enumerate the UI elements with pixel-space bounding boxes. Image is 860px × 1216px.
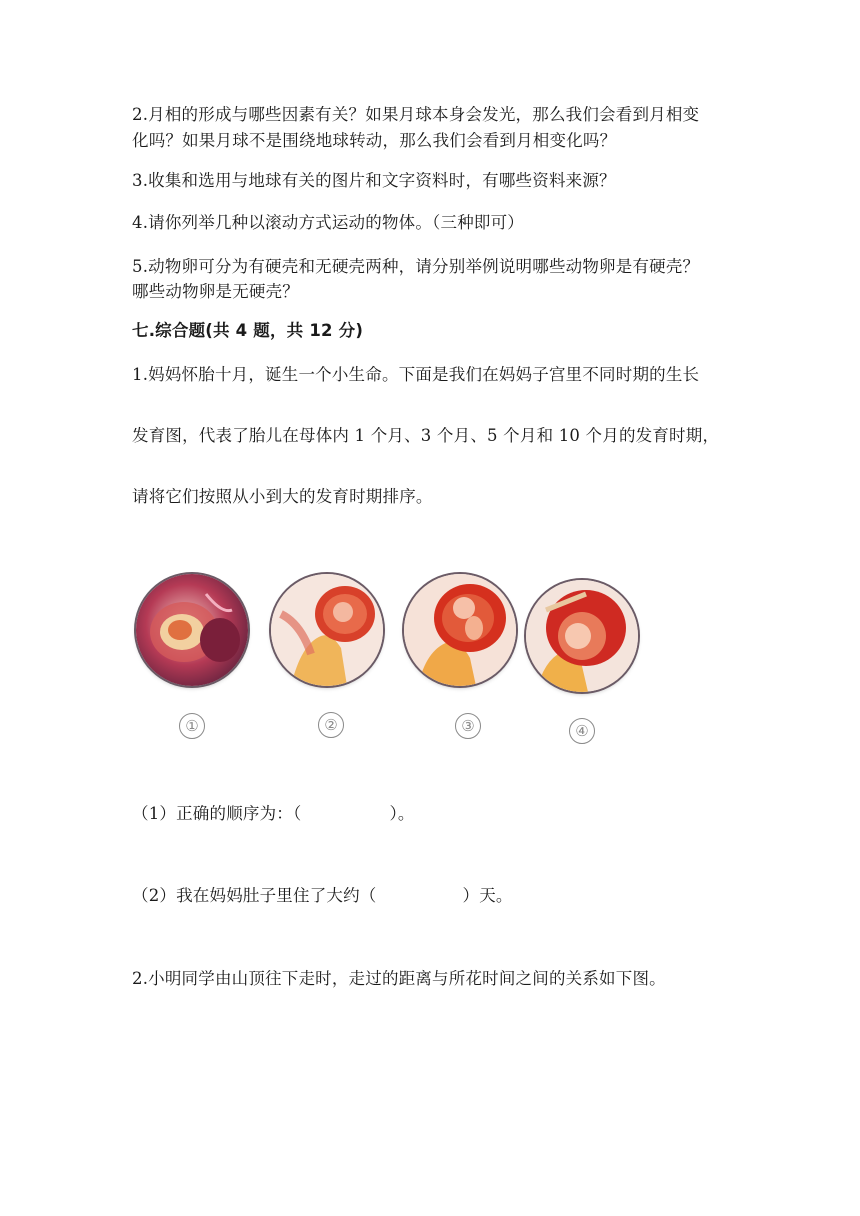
fetus-5-month-image (404, 574, 516, 686)
section-7-heading: 七.综合题(共 4 题，共 12 分) (132, 321, 364, 340)
label-4-icon: ④ (569, 718, 595, 744)
fetus-10-month-image (526, 580, 638, 692)
fetus-1-month-image (136, 574, 248, 686)
fetus-3-month-image (271, 574, 383, 686)
question-6-4: 4.请你列举几种以滚动方式运动的物体。（三种即可） (132, 213, 524, 232)
question-7-1-line2: 发育图，代表了胎儿在母体内 1 个月、3 个月、5 个月和 10 个月的发育时期， (132, 426, 720, 445)
question-6-3: 3.收集和选用与地球有关的图片和文字资料时，有哪些资料来源？ (132, 171, 616, 190)
sub-question-7-1-1-suffix: ）。 (389, 804, 415, 823)
fetal-development-figure (130, 572, 650, 752)
sub-question-7-1-1 (132, 803, 415, 825)
sub-question-7-1-2-suffix: ）天。 (462, 886, 513, 905)
question-6-2-line1: 2.月相的形成与哪些因素有关？如果月球本身会发光，那么我们会看到月相变 (132, 105, 700, 124)
question-6-5-line2: 哪些动物卵是无硬壳？ (132, 282, 299, 301)
label-2-icon: ② (318, 712, 344, 738)
question-7-1-line3: 请将它们按照从小到大的发育时期排序。 (132, 487, 433, 506)
sub-question-7-1-2-prefix: （2）我在妈妈肚子里住了大约（ (132, 886, 377, 905)
label-1-icon: ① (179, 713, 205, 739)
question-7-1-line1: 1.妈妈怀胎十月，诞生一个小生命。下面是我们在妈妈子宫里不同时期的生长 (132, 365, 700, 384)
question-7-2: 2.小明同学由山顶往下走时，走过的距离与所花时间之间的关系如下图。 (132, 969, 666, 988)
question-6-5-line1: 5.动物卵可分为有硬壳和无硬壳两种，请分别举例说明哪些动物卵是有硬壳？ (132, 257, 700, 276)
sub-question-7-1-1-prefix: （1）正确的顺序为：（ (132, 804, 302, 823)
label-3-icon: ③ (455, 713, 481, 739)
question-6-2-line2: 化吗？如果月球不是围绕地球转动，那么我们会看到月相变化吗？ (132, 131, 617, 150)
sub-question-7-1-2 (132, 885, 513, 907)
